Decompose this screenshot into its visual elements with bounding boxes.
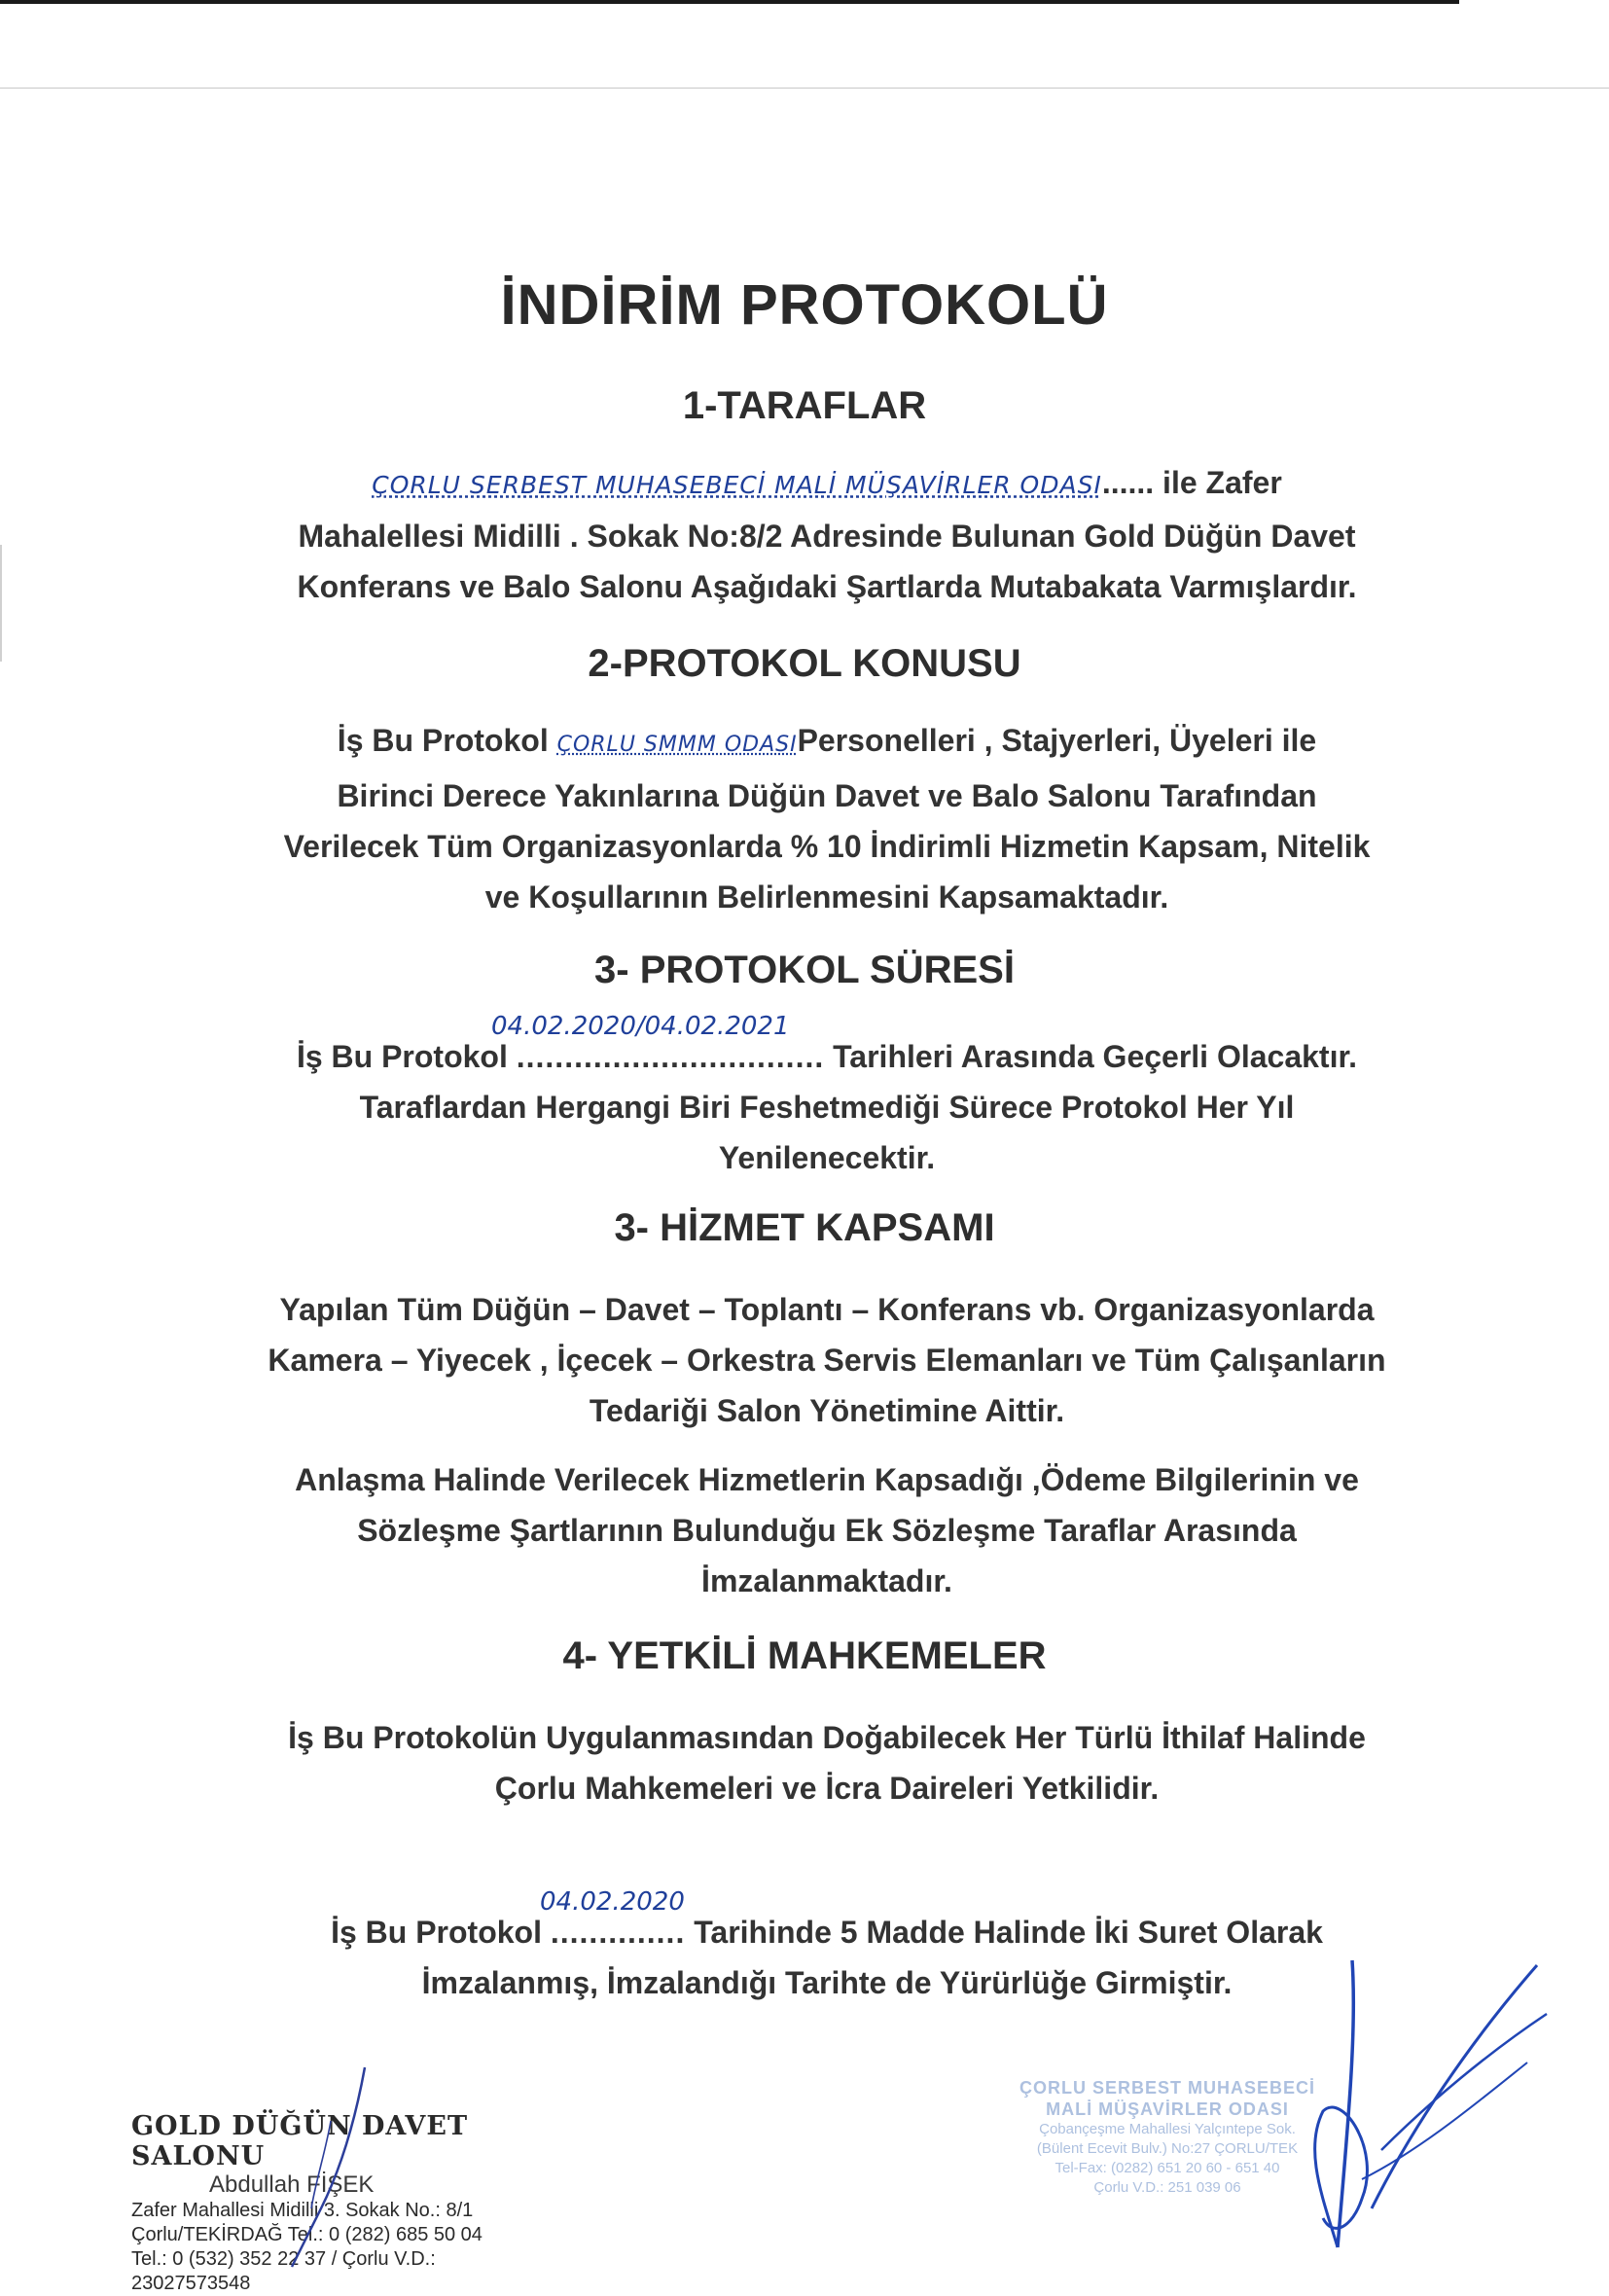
konu-line-1-rest: Personelleri , Stajyerleri, Üyeleri ile — [797, 723, 1317, 758]
mahkeme-paragraph — [233, 1712, 1420, 1813]
sure-dots: ................................ — [516, 1039, 825, 1074]
stamp-left-title: GOLD DÜĞÜN DAVET SALONU — [131, 2111, 469, 2171]
stamp-left-address: Zafer Mahallesi Midilli 3. Sokak No.: 8/1 — [131, 2200, 474, 2221]
hizmet-paragraph-2 — [233, 1454, 1420, 1606]
konu-line-4: ve Koşullarının Belirlenmesini Kapsamaktadır. — [484, 879, 1169, 915]
taraflar-paragraph — [233, 457, 1420, 612]
taraflar-line-1 — [233, 457, 1420, 511]
sure-paragraph — [233, 1031, 1420, 1183]
stamp-right-line-1: Çobançeşme Mahallesi Yalçıntepe Sok. — [1039, 2121, 1296, 2137]
right-signature — [1265, 1955, 1556, 2267]
kapanis-line-2: İmzalanmış, İmzalandığı Tarihte de Yürürlüğe Girmiştir. — [421, 1965, 1233, 2000]
heading-protokol-suresi: 3- PROTOKOL SÜRESİ — [594, 949, 1015, 991]
konu-line-2: Birinci Derece Yakınlarına Düğün Davet ve Balo Salonu Tarafından — [337, 778, 1317, 813]
sure-line-1-rest: Tarihleri Arasında Geçerli Olacaktır. — [824, 1039, 1358, 1074]
konu-line-3: Verilecek Tüm Organizasyonlarda % 10 İndirimli Hizmetin Kapsam, Nitelik — [283, 829, 1371, 864]
kapanis-dots: .............. — [550, 1915, 686, 1950]
handwritten-party-name: ÇORLU SERBEST MUHASEBECİ MALİ MÜŞAVİRLER ODASI — [372, 471, 1102, 499]
stamp-left-phone: Çorlu/TEKİRDAĞ Tel.: 0 (282) 685 50 04 — [131, 2224, 483, 2245]
handwritten-sign-date: 04.02.2020 — [540, 1887, 685, 1917]
mahkeme-line-2: Çorlu Mahkemeleri ve İcra Daireleri Yetkilidir. — [494, 1771, 1160, 1806]
stamp-right-line-3: Tel-Fax: (0282) 651 20 60 - 651 40 — [1055, 2160, 1280, 2176]
handwritten-date-range: 04.02.2020/04.02.2021 — [491, 1012, 790, 1041]
konu-line-1 — [233, 715, 1420, 771]
stamp-left-tax: Tel.: 0 (532) 352 22 37 / Çorlu V.D.: 23027573548 — [131, 2248, 436, 2294]
sure-prefix: İş Bu Protokol — [296, 1039, 517, 1074]
taraflar-line-2: Mahalellesi Midilli . Sokak No:8/2 Adresinde Bulunan Gold Düğün Davet — [298, 519, 1356, 554]
hizmet-p2-line-3: İmzalanmaktadır. — [701, 1563, 952, 1598]
taraflar-line-1-rest: ...... ile Zafer — [1101, 465, 1282, 500]
hizmet-line-3: Tedariği Salon Yönetimine Aittir. — [589, 1393, 1065, 1428]
konu-paragraph — [233, 715, 1420, 922]
hizmet-p2-line-2: Sözleşme Şartlarının Bulunduğu Ek Sözleşme Taraflar Arasında — [357, 1513, 1297, 1548]
sure-line-3: Yenilenecektir. — [718, 1140, 936, 1175]
heading-protokol-konusu: 2-PROTOKOL KONUSU — [588, 642, 1021, 685]
kapanis-line-1 — [233, 1907, 1420, 1957]
sure-line-2: Taraflardan Hergangi Biri Feshetmediği Sürece Protokol Her Yıl — [359, 1090, 1295, 1125]
stamp-right-line-4: Çorlu V.D.: 251 039 06 — [1093, 2179, 1241, 2196]
konu-prefix: İş Bu Protokol — [337, 723, 557, 758]
document-title: İNDİRİM PROTOKOLÜ — [500, 273, 1109, 337]
hizmet-paragraph-1 — [233, 1284, 1420, 1436]
stamp-right-title-2: MALİ MÜŞAVİRLER ODASI — [1046, 2099, 1289, 2119]
hizmet-line-2: Kamera – Yiyecek , İçecek – Orkestra Servis Elemanları ve Tüm Çalışanların — [268, 1343, 1386, 1378]
hizmet-p2-line-1: Anlaşma Halinde Verilecek Hizmetlerin Kapsadığı ,Ödeme Bilgilerinin ve — [295, 1462, 1359, 1497]
sure-line-1 — [233, 1031, 1420, 1082]
stamp-right-title-1: ÇORLU SERBEST MUHASEBECİ — [1019, 2078, 1316, 2098]
hizmet-line-1: Yapılan Tüm Düğün – Davet – Toplantı – Konferans vb. Organizasyonlarda — [279, 1292, 1375, 1327]
taraflar-line-3: Konferans ve Balo Salonu Aşağıdaki Şartlarda Mutabakata Varmışlardır. — [297, 569, 1357, 604]
scan-border-line — [0, 88, 1609, 89]
left-signature — [272, 2063, 389, 2272]
kapanis-line-1-rest: Tarihinde 5 Madde Halinde İki Suret Olarak — [685, 1915, 1323, 1950]
heading-yetkili-mahkemeler: 4- YETKİLİ MAHKEMELER — [562, 1634, 1047, 1677]
mahkeme-line-1: İş Bu Protokolün Uygulanmasından Doğabilecek Her Türlü İthilaf Halinde — [288, 1720, 1366, 1755]
stamp-left-name: Abdullah FİŞEK — [209, 2171, 375, 2198]
kapanis-prefix: İş Bu Protokol — [331, 1915, 551, 1950]
scan-border-top — [0, 0, 1459, 4]
heading-taraflar: 1-TARAFLAR — [682, 384, 927, 427]
kapanis-paragraph — [233, 1907, 1420, 2008]
heading-hizmet-kapsami: 3- HİZMET KAPSAMI — [614, 1206, 995, 1249]
stamp-right-line-2: (Bülent Ecevit Bulv.) No:27 ÇORLU/TEK — [1036, 2140, 1299, 2157]
handwritten-smmm: ÇORLU SMMM ODASI — [556, 733, 798, 757]
